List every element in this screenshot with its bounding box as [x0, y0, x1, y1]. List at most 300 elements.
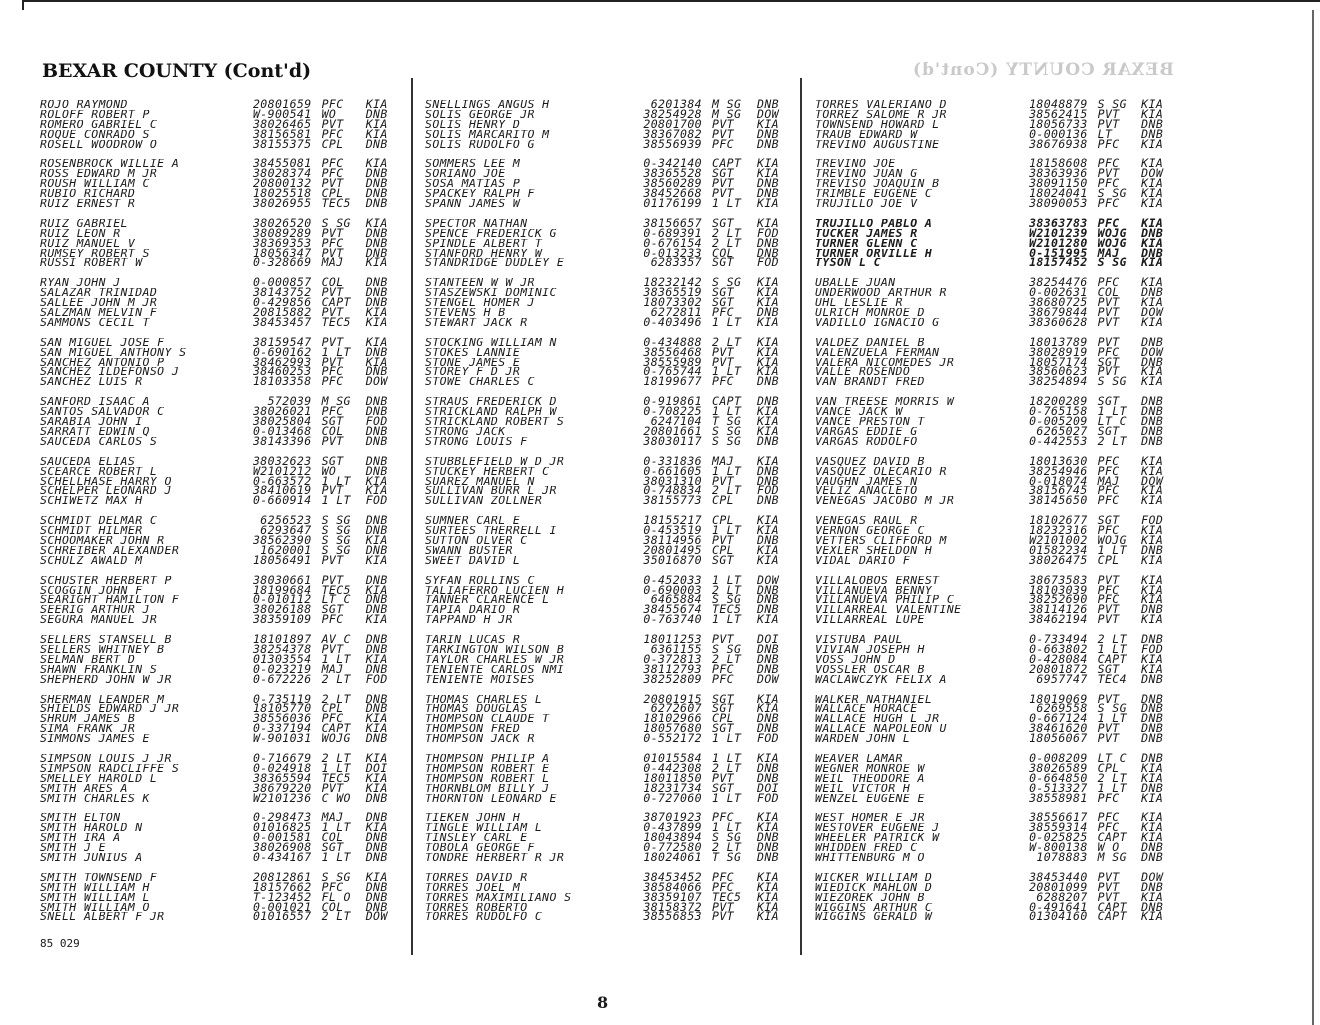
serial-number: 0-429856 [252, 295, 312, 310]
rank: S SG [1097, 255, 1127, 270]
rank: S SG [712, 830, 742, 845]
rank: 1 LT [712, 612, 742, 627]
rank: PVT [712, 354, 734, 369]
rank: TEC5 [712, 602, 742, 617]
rank: 1 LT [712, 364, 742, 379]
roster-row [425, 731, 795, 746]
serial-number: 0-010112 [252, 592, 312, 607]
status: KIA [757, 116, 779, 131]
serial-number: 20801700 [643, 116, 702, 131]
serial-number: 0-765158 [1029, 404, 1088, 419]
rank: 1 LT [1097, 404, 1127, 419]
rank: PFC [1097, 790, 1120, 805]
roster-group [815, 691, 1175, 746]
roster-row [815, 869, 1175, 884]
status: DNB [365, 245, 388, 260]
serial-number: 0-001581 [252, 830, 312, 845]
roster-row [425, 770, 795, 785]
status: FOD [757, 483, 779, 498]
serial-number: 18013630 [1029, 453, 1088, 468]
status: KIA [365, 780, 388, 795]
roster-row [815, 493, 1175, 508]
rank: LT C [1097, 414, 1127, 429]
serial-number: 18231734 [643, 780, 702, 795]
rank: 2 LT [1097, 770, 1127, 785]
soldier-name: WEAVER LAMAR [815, 753, 903, 764]
roster-row [40, 314, 400, 329]
rank: PFC [712, 671, 734, 686]
status: KIA [757, 899, 779, 914]
rank: PFC [321, 404, 344, 419]
status: DNB [757, 602, 779, 617]
soldier-name: STOREY F D JR [425, 367, 521, 378]
status: DNB [365, 136, 388, 151]
roster-group [815, 453, 1175, 508]
soldier-name: TARKINGTON WILSON B [425, 644, 565, 655]
roster-group [425, 691, 795, 746]
rank: SGT [712, 295, 734, 310]
status: DNB [1141, 225, 1164, 240]
soldier-name: THOMPSON JACK R [425, 734, 535, 744]
soldier-name: TENIENTE CARLOS NMI [425, 664, 565, 675]
roster-row [40, 126, 400, 141]
serial-number: 18025518 [252, 186, 312, 201]
rank: SGT [321, 414, 344, 429]
soldier-name: TURNER GLENN C [815, 238, 918, 249]
serial-number: 38365519 [643, 285, 702, 300]
soldier-name: WEST HOMER E JR [815, 813, 925, 824]
rank: PVT [712, 344, 734, 359]
status: DNB [1141, 711, 1164, 726]
status: KIA [365, 750, 388, 765]
rank: 1 LT [321, 651, 351, 666]
serial-number: 38453440 [1029, 869, 1088, 884]
rank: PFC [1097, 136, 1120, 151]
soldier-name: VANCE JACK W [815, 407, 903, 418]
serial-number: 18157662 [252, 879, 312, 894]
roster-row [425, 364, 795, 379]
roster-row [815, 542, 1175, 557]
rank: PVT [1097, 305, 1120, 320]
soldier-name: TARIN LUCAS R [425, 635, 521, 645]
serial-number: 38367082 [643, 126, 702, 141]
rank: MAJ [321, 661, 344, 676]
rank: PVT [712, 899, 734, 914]
roster-row [425, 314, 795, 329]
status: DNB [1141, 850, 1164, 864]
status: DNB [1141, 334, 1164, 349]
roster-row [815, 354, 1175, 369]
roster-row [40, 671, 400, 686]
rank: TEC5 [712, 889, 742, 904]
roster-row [425, 523, 795, 538]
status: DNB [757, 721, 779, 736]
serial-number: 20801872 [1029, 661, 1088, 676]
rank: T SG [712, 850, 742, 864]
soldier-name: VALENZUELA FERMAN [815, 347, 940, 358]
serial-number: 38252690 [1029, 592, 1088, 607]
soldier-name: UBALLE JUAN [815, 278, 896, 289]
status: DNB [365, 810, 388, 825]
roster-row [815, 750, 1175, 765]
roster-row [815, 721, 1175, 736]
serial-number: 20801661 [643, 423, 702, 438]
serial-number: 38156581 [252, 126, 312, 141]
roster-row [425, 552, 795, 567]
serial-number: 38560289 [643, 176, 702, 191]
serial-number: 38030661 [252, 572, 312, 587]
status: KIA [1141, 97, 1164, 111]
rank: 1 LT [712, 523, 742, 538]
status: KIA [365, 314, 388, 329]
serial-number: 38158372 [643, 899, 702, 914]
status: KIA [1141, 136, 1164, 151]
soldier-name: SOSA MATIAS P [425, 179, 521, 190]
rank: LT [1097, 126, 1113, 141]
rank: PVT [712, 473, 734, 488]
status: KIA [1141, 830, 1164, 845]
status: KIA [365, 97, 388, 111]
status: DNB [365, 186, 388, 201]
rank: PFC [1097, 453, 1120, 468]
roster-row [425, 790, 795, 805]
soldier-name: SUMNER CARL E [425, 516, 521, 527]
rank: SGT [1097, 513, 1120, 528]
serial-number: 572039 [267, 394, 312, 409]
status: DNB [1141, 731, 1164, 746]
status: KIA [365, 334, 388, 349]
roster-row [815, 592, 1175, 607]
serial-number: 01015584 [643, 750, 702, 765]
status: DNB [1141, 750, 1164, 765]
rank: 1 LT [1097, 780, 1127, 795]
rank: CAPT [712, 156, 742, 171]
rank: S SG [321, 532, 351, 547]
serial-number: 38028919 [1029, 344, 1088, 359]
rank: PFC [321, 374, 344, 389]
rank: 1 LT [712, 820, 742, 835]
soldier-name: WHITTENBURG M O [815, 853, 925, 863]
roster-row [815, 106, 1175, 121]
soldier-name: SMITH WILLIAM O [40, 902, 150, 913]
roster-row [40, 166, 400, 181]
roster-row [425, 889, 795, 904]
roster-row [425, 661, 795, 676]
roster-row [425, 671, 795, 686]
serial-number: 0-151995 [1029, 245, 1088, 260]
status: DOW [757, 106, 779, 121]
roster-row [815, 285, 1175, 300]
soldier-name: STASZEWSKI DOMINIC [425, 288, 557, 299]
status: DNB [365, 523, 388, 538]
soldier-name: SMITH ARES A [40, 783, 128, 794]
soldier-name: RUIZ LEON R [40, 228, 121, 239]
rank: CPL [321, 186, 344, 201]
soldier-name: SEARIGHT HAMILTON F [40, 595, 180, 606]
serial-number: 38026908 [252, 840, 312, 855]
soldier-name: SCHMIDT DELMAR C [40, 516, 158, 527]
soldier-name: WIEZOREK JOHN B [815, 892, 925, 903]
serial-number: 0-342140 [643, 156, 702, 171]
rank: PFC [1097, 176, 1120, 191]
roster-row [425, 463, 795, 478]
roster-group [40, 810, 400, 864]
rank: 1 LT [1097, 542, 1127, 557]
soldier-name: WALLACE HORACE [815, 704, 918, 715]
soldier-name: TOWNSEND HOWARD L [815, 119, 940, 130]
rank: 2 LT [712, 582, 742, 597]
rank: M SG [712, 97, 742, 111]
rank: S SG [712, 275, 742, 290]
rank: PFC [321, 364, 344, 379]
rank: PFC [712, 810, 734, 825]
rank: PFC [1097, 156, 1120, 171]
status: DNB [757, 651, 779, 666]
roster-group [40, 513, 400, 567]
roster-group [815, 156, 1175, 211]
rank: 1 LT [712, 750, 742, 765]
roster-row [815, 602, 1175, 617]
rank: T SG [712, 414, 742, 429]
serial-number: 6201384 [650, 97, 702, 111]
roster-row [40, 651, 400, 666]
serial-number: 0-001021 [252, 899, 312, 914]
rank: TEC5 [321, 314, 351, 329]
serial-number: 0-765744 [643, 364, 702, 379]
rank: COL [321, 899, 344, 914]
soldier-name: VALLE ROSENDO [815, 367, 911, 378]
soldier-name: VAN TREESE MORRIS W [815, 397, 955, 408]
status: KIA [1141, 483, 1164, 498]
rank: PFC [321, 711, 344, 726]
roster-group [425, 275, 795, 329]
serial-number: 18048879 [1029, 97, 1088, 111]
roster-row [815, 344, 1175, 359]
soldier-name: VOSS JOHN D [815, 654, 896, 665]
soldier-name: THOMPSON CLAUDE T [425, 714, 550, 725]
status: KIA [365, 255, 388, 270]
serial-number: 0-000857 [252, 275, 312, 290]
status: FOD [757, 225, 779, 240]
status: KIA [757, 314, 779, 329]
status: KIA [365, 126, 388, 141]
soldier-name: SHIELDS EDWARD J JR [40, 704, 180, 715]
soldier-name: TORRES VALERIANO D [815, 100, 947, 110]
rank: PFC [1097, 820, 1120, 835]
soldier-name: TONDRE HERBERT R JR [425, 853, 565, 863]
rank: S SG [1097, 374, 1127, 389]
serial-number: 0-772580 [643, 840, 702, 855]
status: DNB [757, 394, 779, 409]
status: DOW [1141, 869, 1164, 884]
status: DOI [757, 780, 779, 795]
status: DNB [757, 463, 779, 478]
roster-row [425, 156, 795, 171]
rank: PFC [712, 136, 734, 151]
roster-row [425, 651, 795, 666]
rank: CPL [321, 136, 344, 151]
serial-number: 38026520 [252, 215, 312, 230]
roster-row [40, 453, 400, 468]
rank: M SG [712, 106, 742, 121]
roster-row [815, 116, 1175, 131]
soldier-name: STENGEL HOMER J [425, 298, 535, 309]
roster-row [40, 116, 400, 131]
status: DOI [757, 632, 779, 647]
status: KIA [1141, 790, 1164, 805]
soldier-name: WESTOVER EUGENE J [815, 823, 940, 834]
status: FOD [757, 731, 779, 746]
status: DOW [365, 909, 388, 924]
rank: PVT [1097, 879, 1120, 894]
serial-number: 0-727060 [643, 790, 702, 805]
serial-number: 18105770 [252, 701, 312, 716]
soldier-name: VALERA NICOMEDES JR [815, 357, 955, 368]
roster-group [40, 572, 400, 627]
serial-number: 38026188 [252, 602, 312, 617]
rank: PFC [1097, 582, 1120, 597]
status: KIA [365, 305, 388, 320]
serial-number: 35016870 [643, 552, 702, 567]
soldier-name: TRUJILLO JOE V [815, 199, 918, 209]
status: KIA [1141, 889, 1164, 904]
soldier-name: STRICKLAND RALPH W [425, 407, 557, 418]
serial-number: 0-733494 [1029, 632, 1088, 647]
soldier-name: VILLALOBOS ERNEST [815, 575, 940, 586]
serial-number: 0-008209 [1029, 750, 1088, 765]
status: KIA [757, 909, 779, 924]
soldier-name: SIMA FRANK JR [40, 724, 136, 735]
serial-number: 6269558 [1036, 701, 1088, 716]
status: KIA [1141, 453, 1164, 468]
soldier-name: SMITH TOWNSEND F [40, 872, 158, 883]
serial-number: W2101239 [1029, 225, 1088, 240]
soldier-name: VADILLO IGNACIO G [815, 317, 940, 328]
serial-number: 38365528 [643, 166, 702, 181]
status: DOW [757, 671, 779, 686]
soldier-name: SANTOS SALVADOR C [40, 407, 165, 418]
soldier-name: SPECTOR NATHAN [425, 218, 528, 229]
rank: FL O [321, 889, 351, 904]
roster-row [815, 552, 1175, 567]
status: DNB [757, 176, 779, 191]
roster-row [815, 671, 1175, 686]
status: DNB [365, 592, 388, 607]
serial-number: W-900541 [252, 106, 312, 121]
serial-number: 18103358 [252, 374, 312, 389]
status: FOD [1141, 641, 1164, 656]
serial-number: 18155217 [643, 513, 702, 528]
status: KIA [1141, 295, 1164, 310]
roster-row [815, 433, 1175, 448]
serial-number: 0-664850 [1029, 770, 1088, 785]
roster-row [425, 166, 795, 181]
status: KIA [1141, 820, 1164, 835]
soldier-name: WEGNER MONROE W [815, 763, 925, 774]
status: KIA [365, 532, 388, 547]
rank: PFC [712, 374, 734, 389]
soldier-name: SMITH J E [40, 843, 106, 853]
soldier-name: THOMAS DOUGLAS [425, 704, 528, 715]
roster-row [425, 691, 795, 706]
roster-row [425, 493, 795, 508]
rank: CAPT [1097, 899, 1127, 914]
soldier-name: VARGAS RODOLFO [815, 436, 918, 447]
roster-row [40, 731, 400, 746]
serial-number: 38462993 [252, 354, 312, 369]
rank: TEC4 [1097, 671, 1127, 686]
soldier-name: THORNTON LEONARD E [425, 793, 557, 804]
roster-row [425, 701, 795, 716]
soldier-name: SPACKEY RALPH F [425, 189, 535, 200]
rank: PVT [712, 532, 734, 547]
rank: PFC [1097, 523, 1120, 538]
status: DNB [1141, 691, 1164, 706]
soldier-name: ROSS EDWARD M JR [40, 169, 158, 180]
soldier-name: RUIZ MANUEL V [40, 238, 136, 249]
status: KIA [1141, 532, 1164, 547]
soldier-name: STANDRIDGE DUDLEY E [425, 258, 565, 269]
status: DNB [1141, 671, 1164, 686]
soldier-name: SHERMAN LEANDER M [40, 694, 165, 705]
rank: SGT [712, 215, 734, 230]
soldier-name: SMELLEY HAROLD L [40, 773, 158, 784]
roster-row [425, 711, 795, 726]
serial-number: 38455674 [643, 602, 702, 617]
roster-row [40, 701, 400, 716]
soldier-name: SAN MIGUEL ANTHONY S [40, 347, 187, 358]
roster-row [815, 473, 1175, 488]
soldier-name: SORIANO JOE [425, 169, 506, 180]
rank: PVT [712, 770, 734, 785]
status: KIA [1141, 909, 1164, 924]
status: DNB [365, 433, 388, 448]
status: DNB [757, 840, 779, 855]
soldier-name: SCHIWETZ MAX H [40, 496, 143, 507]
rank: 1 LT [712, 790, 742, 805]
serial-number: 38254476 [1029, 275, 1088, 290]
soldier-name: VENEGAS RAUL R [815, 516, 918, 527]
soldier-name: TINGLE WILLIAM L [425, 823, 543, 834]
roster-row [40, 136, 400, 151]
rank: PVT [1097, 334, 1120, 349]
serial-number: 0-672226 [252, 671, 312, 686]
serial-number: 0-002631 [1029, 285, 1088, 300]
soldier-name: SUTTON OLVER C [425, 535, 528, 546]
roster-row [425, 275, 795, 290]
status: KIA [757, 295, 779, 310]
status: KIA [1141, 176, 1164, 191]
roster-row [425, 106, 795, 121]
soldier-name: RUIZ GABRIEL [40, 218, 128, 229]
serial-number: 38026475 [1029, 552, 1088, 567]
roster-row [40, 275, 400, 290]
status: KIA [757, 196, 779, 211]
rank: 1 LT [712, 731, 742, 746]
rank: MAJ [321, 255, 344, 270]
roster-row [425, 334, 795, 349]
rank: PVT [1097, 314, 1120, 329]
soldier-name: TREVINO JOE [815, 159, 896, 170]
soldier-name: TENIENTE MOISES [425, 674, 535, 685]
serial-number: W2101280 [1029, 235, 1088, 250]
soldier-name: TUCKER JAMES R [815, 228, 918, 239]
soldier-name: SIMPSON RADCLIFFE S [40, 763, 180, 774]
roster-group [815, 750, 1175, 805]
roster-row [40, 869, 400, 884]
soldier-name: TAYLOR CHARLES W JR [425, 654, 565, 665]
roster-row [425, 483, 795, 498]
